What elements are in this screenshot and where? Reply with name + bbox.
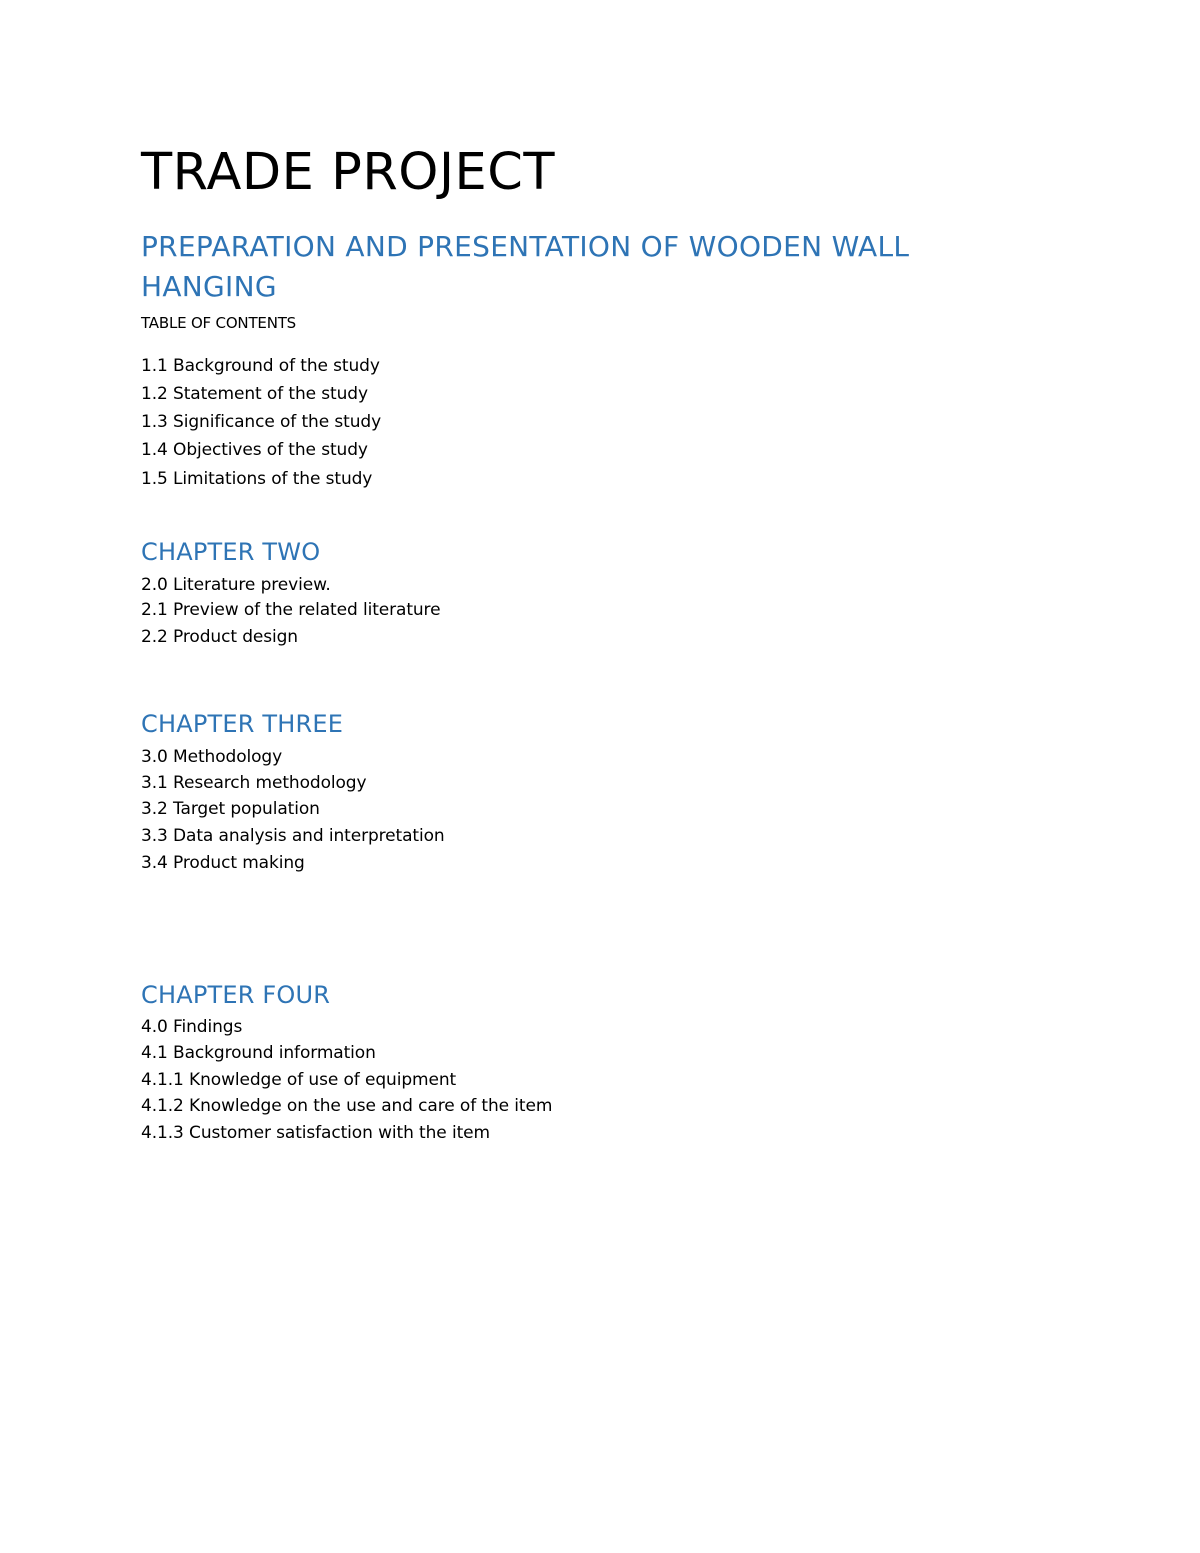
toc-item: 2.1 Preview of the related literature <box>141 600 441 620</box>
chapter-heading: CHAPTER FOUR <box>141 981 331 1009</box>
toc-item: 1.2 Statement of the study <box>141 384 368 404</box>
toc-item: 2.2 Product design <box>141 627 298 647</box>
document-title: TRADE PROJECT <box>141 143 555 202</box>
toc-item: 1.5 Limitations of the study <box>141 469 373 489</box>
toc-item: 4.1.1 Knowledge of use of equipment <box>141 1070 457 1090</box>
toc-item: 3.3 Data analysis and interpretation <box>141 826 445 846</box>
toc-item: 3.0 Methodology <box>141 747 283 767</box>
chapter-heading: CHAPTER THREE <box>141 710 344 738</box>
toc-item: 1.1 Background of the study <box>141 356 380 376</box>
document-subtitle: PREPARATION AND PRESENTATION OF WOODEN WALL HANGING <box>141 230 910 303</box>
toc-item: 3.4 Product making <box>141 853 305 873</box>
toc-item: 4.0 Findings <box>141 1017 243 1037</box>
table-of-contents-label: TABLE OF CONTENTS <box>141 314 297 332</box>
toc-item: 3.2 Target population <box>141 799 320 819</box>
toc-item: 3.1 Research methodology <box>141 773 367 793</box>
toc-item: 2.0 Literature preview. <box>141 575 331 595</box>
toc-item: 4.1.2 Knowledge on the use and care of the item <box>141 1096 553 1116</box>
chapter-heading: CHAPTER TWO <box>141 538 321 566</box>
toc-item: 1.4 Objectives of the study <box>141 440 368 460</box>
toc-item: 4.1.3 Customer satisfaction with the item <box>141 1123 490 1143</box>
toc-item: 1.3 Significance of the study <box>141 412 382 432</box>
toc-item: 4.1 Background information <box>141 1043 376 1063</box>
